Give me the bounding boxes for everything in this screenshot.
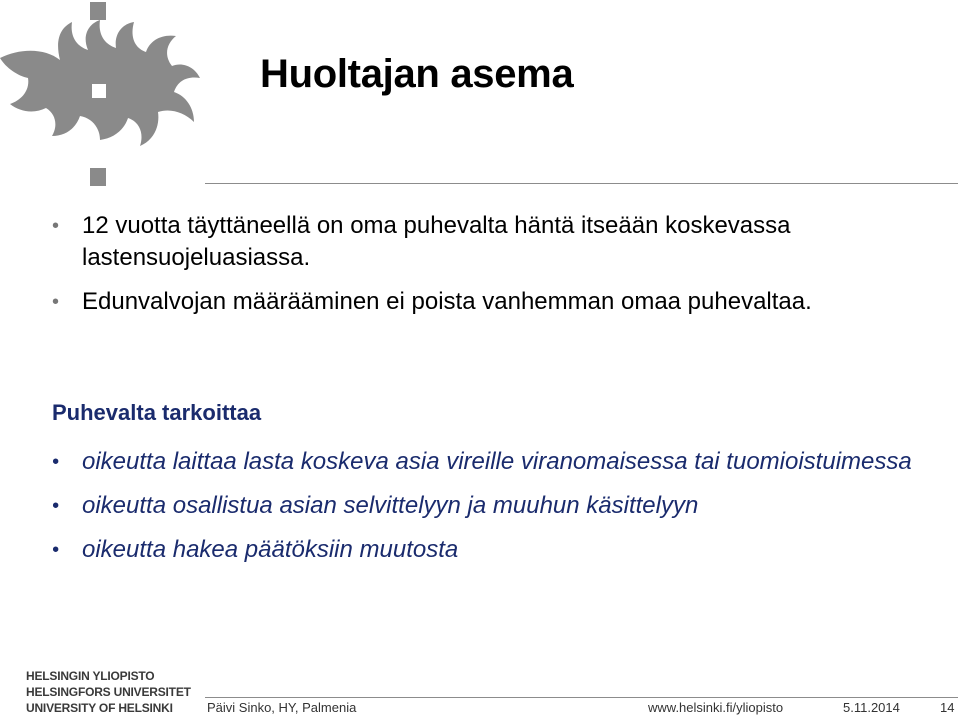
university-name-sv: HELSINGFORS UNIVERSITET [26,685,191,699]
university-name-en: UNIVERSITY OF HELSINKI [26,701,173,715]
university-flame-logo [0,0,210,190]
rights-item: • oikeutta osallistua asian selvittelyyn ja muuhun käsittelyyn [52,490,922,522]
subheading: Puhevalta tarkoittaa [52,400,262,425]
rights-list [52,446,922,578]
footer-date: 5.11.2014 [843,700,900,715]
main-bullet-list [52,210,922,330]
footer-author: Päivi Sinko, HY, Palmenia [207,700,357,715]
bullet-item: • 12 vuotta täyttäneellä on oma puhevalta häntä itseään koskevassa lastensuojeluasiassa. [52,210,922,274]
bullet-item: • Edunvalvojan määrääminen ei poista vanhemman omaa puhevaltaa. [52,286,922,318]
university-wordmark [26,668,191,716]
university-name-fi: HELSINGIN YLIOPISTO [26,669,155,683]
title-divider [205,183,958,184]
slide-title: Huoltajan asema [260,52,574,96]
footer-page-number: 14 [940,700,955,715]
rights-item: • oikeutta hakea päätöksiin muutosta [52,534,922,566]
footer-url: www.helsinki.fi/yliopisto [648,700,784,715]
rights-item: • oikeutta laittaa lasta koskeva asia vireille viranomaisessa tai tuomioistuimessa [52,446,922,478]
footer-divider [205,697,958,698]
